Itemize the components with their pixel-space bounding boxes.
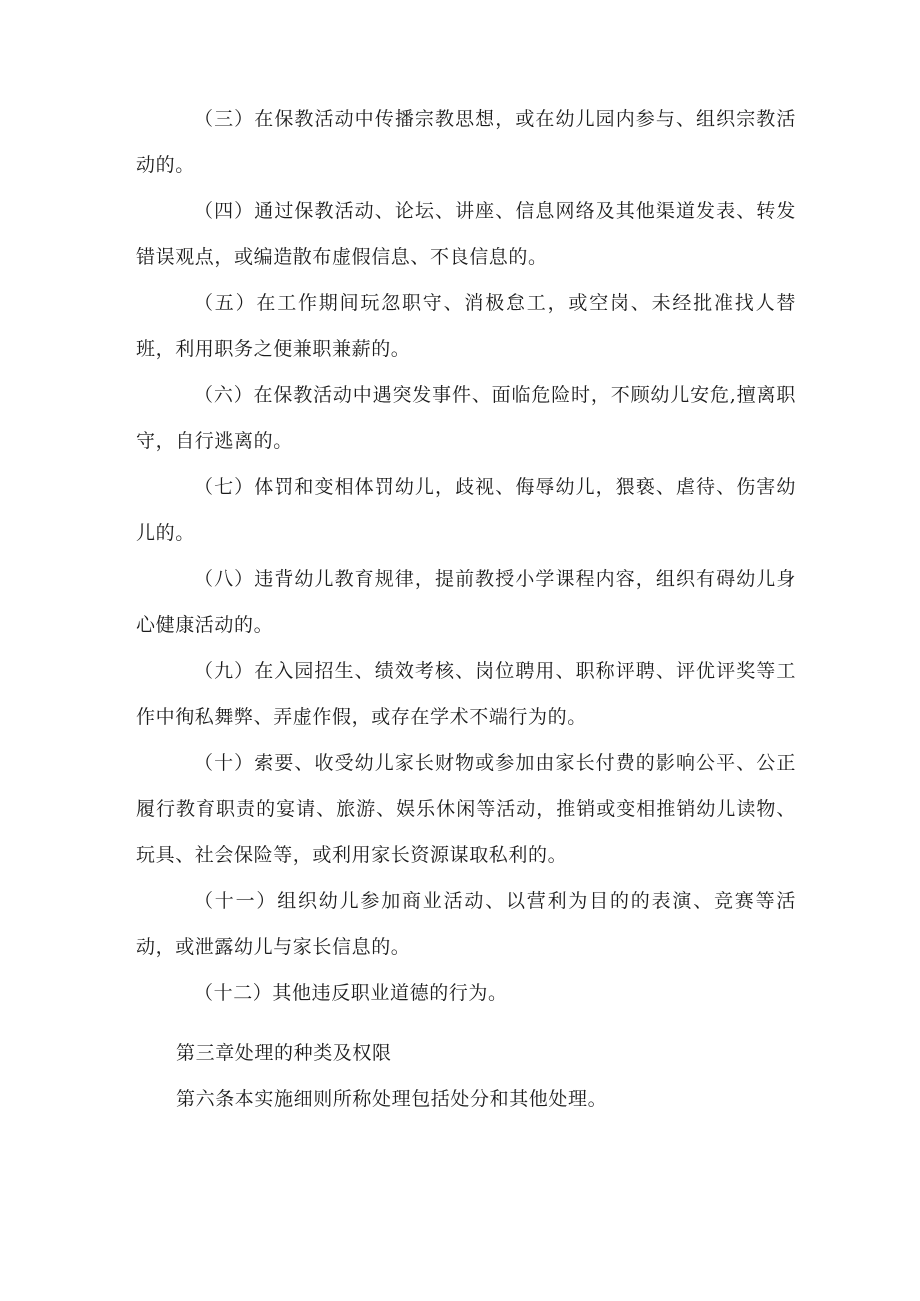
list-item: （四）通过保教活动、论坛、讲座、信息网络及其他渠道发表、转发错误观点，或编造散布虚假信息、不良信息的。 — [136, 200, 796, 268]
list-item: （三）在保教活动中传播宗教思想，或在幼儿园内参与、组织宗教活动的。 — [136, 108, 796, 176]
list-item: （六）在保教活动中遇突发事件、面临危险时，不顾幼儿安危,擅离职守，自行逃离的。 — [136, 384, 796, 452]
list-item: （十一）组织幼儿参加商业活动、以营利为目的的表演、竞赛等活动，或泄露幼儿与家长信息的。 — [136, 890, 796, 958]
list-item: （五）在工作期间玩忽职守、消极怠工，或空岗、未经批准找人替班，利用职务之便兼职兼薪的。 — [136, 292, 796, 360]
article-paragraph: 第六条本实施细则所称处理包括处分和其他处理。 — [176, 1088, 608, 1110]
chapter-heading: 第三章处理的种类及权限 — [176, 1042, 392, 1064]
list-item: （十）索要、收受幼儿家长财物或参加由家长付费的影响公平、公正履行教育职责的宴请、旅游、娱乐休闲等活动，推销或变相推销幼儿读物、玩具、社会保险等，或利用家长资源谋取私利的。 — [136, 752, 796, 866]
list-item: （七）体罚和变相体罚幼儿，歧视、侮辱幼儿，猥亵、虐待、伤害幼儿的。 — [136, 476, 796, 544]
list-item: （八）违背幼儿教育规律，提前教授小学课程内容，组织有碍幼儿身心健康活动的。 — [136, 568, 796, 636]
list-item: （十二）其他违反职业道德的行为。 — [194, 982, 508, 1004]
document-body — [136, 96, 796, 1122]
list-item: （九）在入园招生、绩效考核、岗位聘用、职称评聘、评优评奖等工作中徇私舞弊、弄虚作假，或存在学术不端行为的。 — [136, 660, 796, 728]
